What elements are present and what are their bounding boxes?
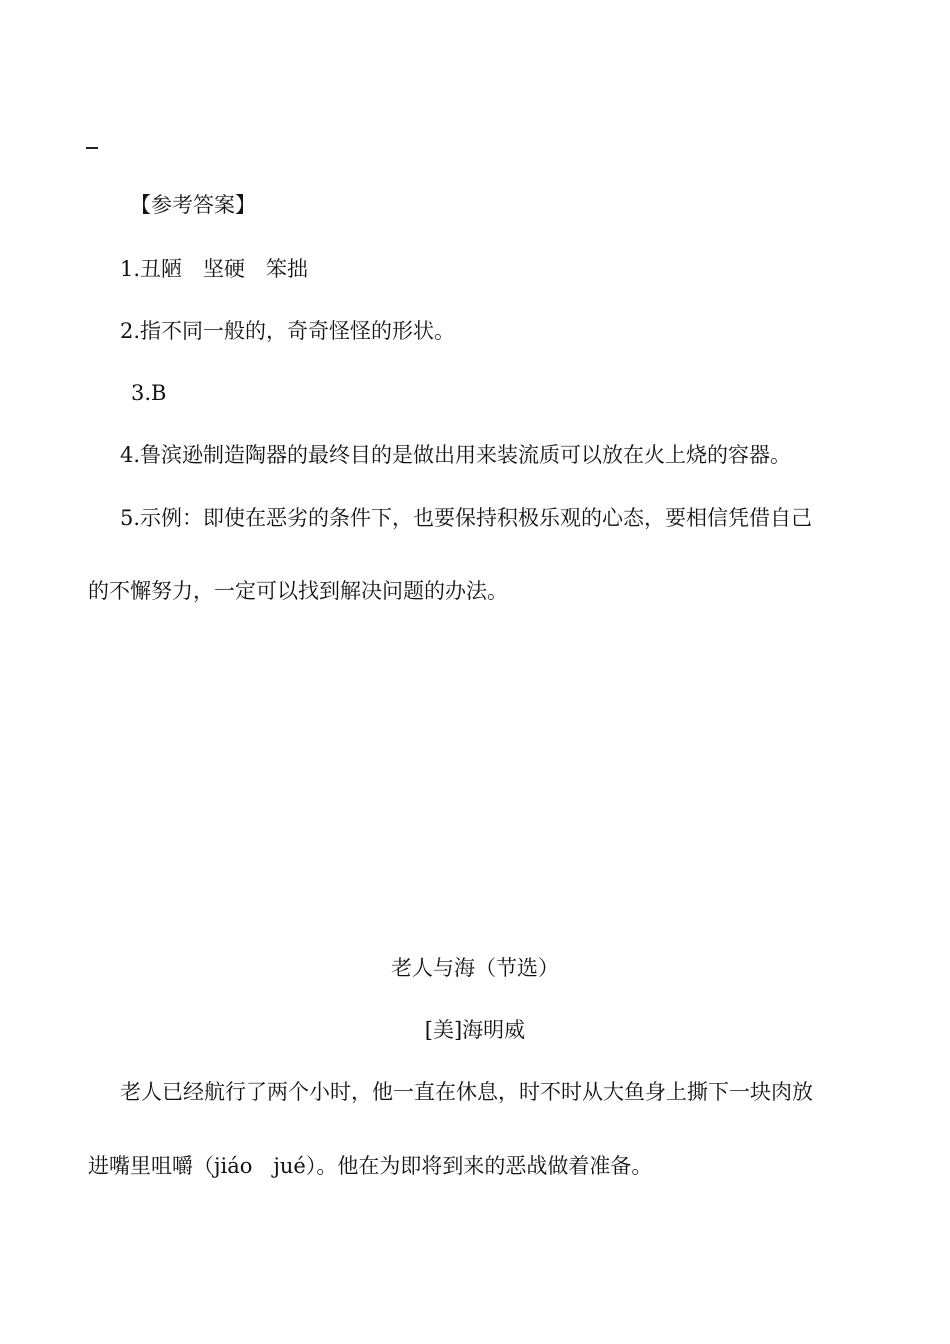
answer-item-1: 1.丑陋 坚硬 笨拙 [120,257,309,281]
answer-item-5-line-1: 5.示例：即使在恶劣的条件下，也要保持积极乐观的心态，要相信凭借自己 [120,506,813,530]
story-author: [美]海明威 [424,1018,526,1042]
answer-heading: 【参考答案】 [130,193,256,217]
story-paragraph-line-2: 进嘴里咀嚼（jiáo jué）。他在为即将到来的恶战做着准备。 [88,1154,653,1178]
answer-item-5-line-2: 的不懈努力，一定可以找到解决问题的办法。 [88,579,508,603]
answer-item-2: 2.指不同一般的，奇奇怪怪的形状。 [120,319,456,343]
story-paragraph-line-1: 老人已经航行了两个小时，他一直在休息，时不时从大鱼身上撕下一块肉放 [120,1080,813,1104]
story-title: 老人与海（节选） [391,956,559,980]
answer-item-4: 4.鲁滨逊制造陶器的最终目的是做出用来装流质可以放在火上烧的容器。 [120,443,792,467]
answer-item-3: 3.B [131,381,167,405]
top-dash-mark [86,147,98,149]
